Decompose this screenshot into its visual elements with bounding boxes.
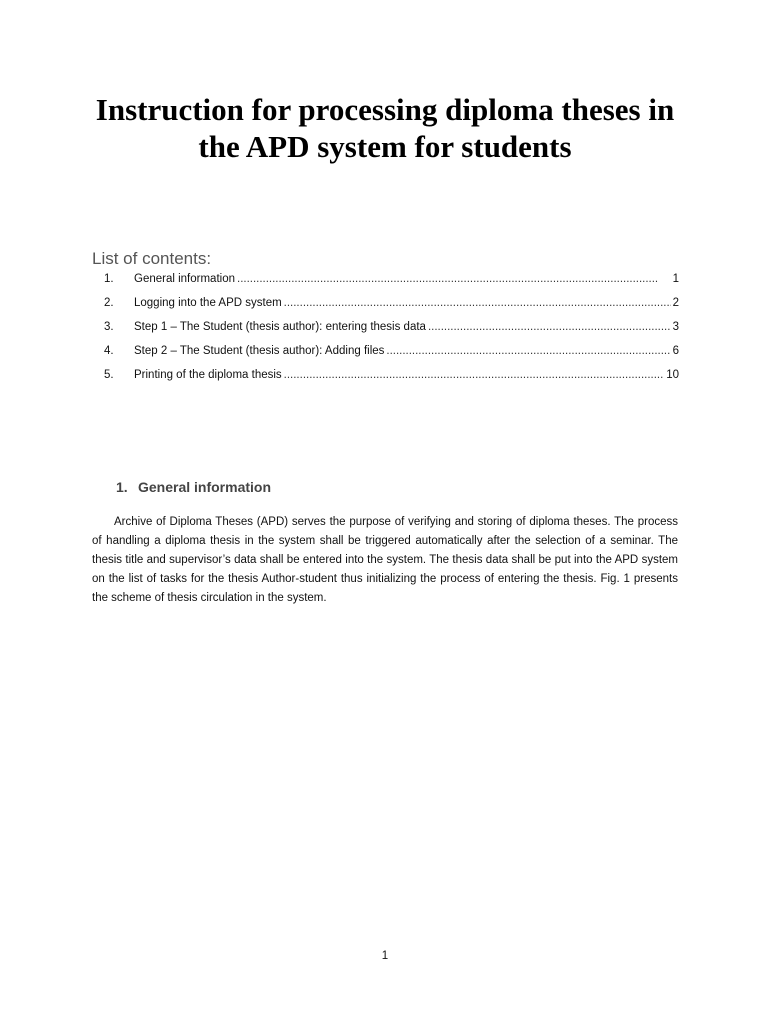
toc-item-number: 1. [104, 273, 114, 285]
toc-item-number: 3. [104, 321, 114, 333]
toc-item-page: 1 [672, 273, 679, 285]
toc-item-number: 2. [104, 297, 114, 309]
document-title-line-2: the APD system for students [198, 128, 572, 164]
toc-dot-leader [428, 321, 671, 333]
toc-item-step-1[interactable] [104, 321, 679, 345]
toc-item-number: 4. [104, 345, 114, 357]
toc-item-page: 6 [672, 345, 679, 357]
section-body-paragraph: Archive of Diploma Theses (APD) serves the purpose of verifying and storing of diploma theses. The process of handling a diploma thesis in the system shall be triggered automatically after the selection of a seminar. The thesis title and supervisor’s data shall be entered into the system. The thesis data shall be put into the APD system on the list of tasks for the thesis Author-student thus initializing the process of entering the thesis. Fig. 1 presents the scheme of thesis circulation in the system. [92, 516, 678, 604]
section-title: General information [138, 478, 272, 495]
page-number: 1 [381, 950, 389, 962]
section-heading [116, 479, 271, 495]
toc-item-label: General information [134, 273, 235, 285]
toc-item-label: Printing of the diploma thesis [134, 369, 282, 381]
toc-item-page: 3 [672, 321, 679, 333]
toc-dot-leader [386, 345, 670, 357]
toc-item-number: 5. [104, 369, 114, 381]
document-title-line-1: Instruction for processing diploma theses in [95, 91, 675, 127]
toc-dot-leader [284, 297, 671, 309]
toc-item-label: Step 1 – The Student (thesis author): entering thesis data [134, 321, 426, 333]
document-title [60, 91, 710, 165]
table-of-contents [104, 273, 679, 393]
toc-dot-leader [284, 369, 665, 381]
toc-item-page: 2 [672, 297, 679, 309]
toc-heading: List of contents: [92, 249, 212, 268]
toc-item-step-2[interactable] [104, 345, 679, 369]
toc-item-general-information[interactable] [104, 273, 679, 297]
toc-item-printing[interactable] [104, 369, 679, 393]
section-number: 1. [116, 478, 128, 495]
toc-item-page: 10 [666, 369, 679, 381]
toc-dot-leader [237, 273, 671, 285]
toc-item-logging-in[interactable] [104, 297, 679, 321]
toc-item-label: Logging into the APD system [134, 297, 282, 309]
toc-item-label: Step 2 – The Student (thesis author): Adding files [134, 345, 385, 357]
